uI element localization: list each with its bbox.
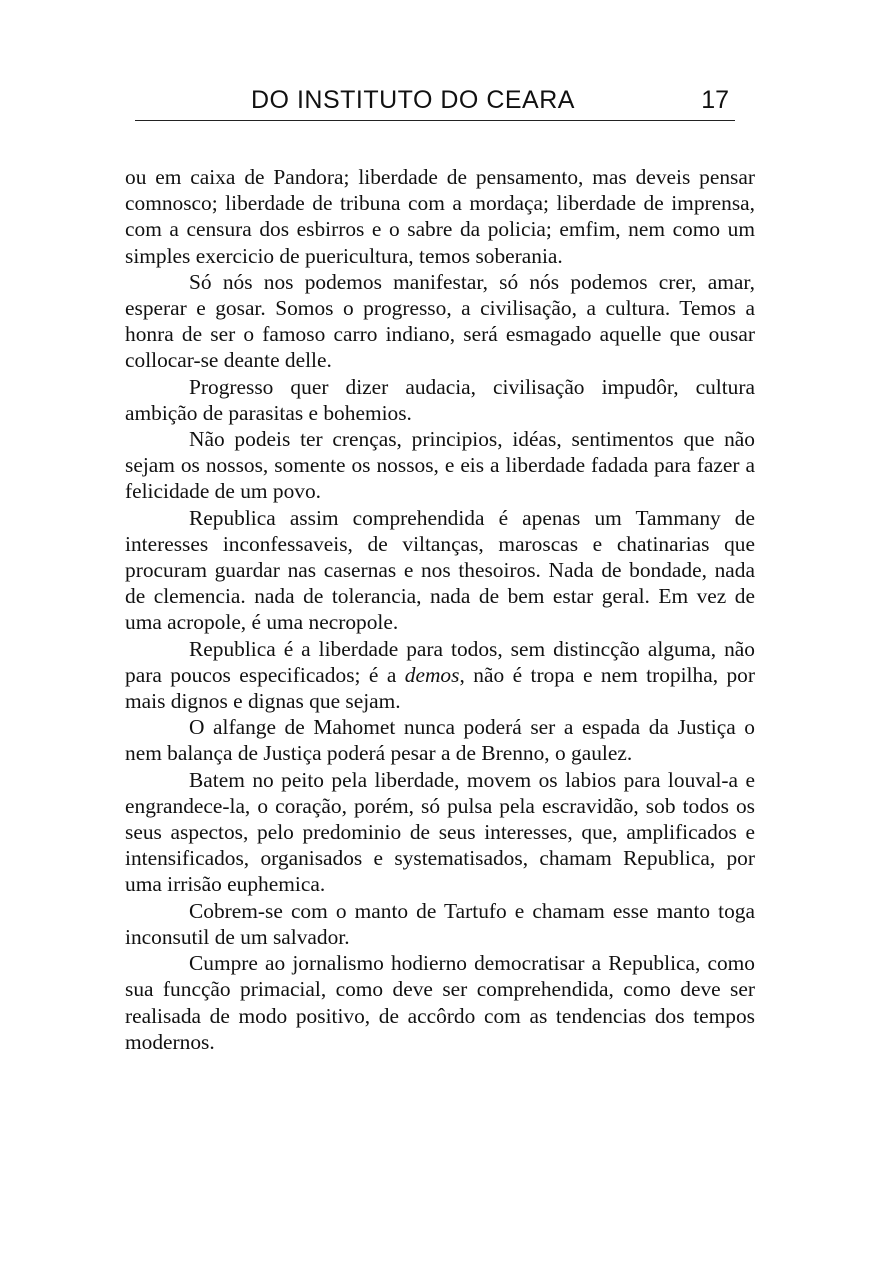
paragraph-10: Cumpre ao jornalismo hodierno democratisar a Republica, como sua funcção primacial, como deve ser comprehendida, como deve ser realisada de modo positivo, de accôrdo com as tendencias dos tempos modernos. bbox=[125, 951, 755, 1054]
paragraph-9: Cobrem-se com o manto de Tartufo e chamam esse manto toga inconsutil de um salvador. bbox=[125, 898, 755, 949]
body-text bbox=[125, 164, 755, 1055]
running-header bbox=[135, 86, 755, 126]
paragraph-2: Só nós nos podemos manifestar, só nós podemos crer, amar, esperar e gosar. Somos o progresso, a civilisação, a cultura. Temos a honra de ser o famoso carro indiano, será esmagado aquelle que ousar collocar-se deante delle. bbox=[125, 269, 755, 373]
paragraph-5: Republica assim comprehendida é apenas um Tammany de interesses inconfessaveis, de viltanças, maroscas e chatinarias que procuram guardar nas casernas e nos thesoiros. Nada de bondade, nada de clemencia. nada de tolerancia, nada de bem estar geral. Em vez de uma acropole, é uma necropole. bbox=[125, 505, 755, 635]
paragraph-1: ou em caixa de Pandora; liberdade de pensamento, mas deveis pensar comnosco; liberdade de tribuna com a mordaça; liberdade de imprensa, com a censura dos esbirros e o sabre da policia; emfim, nem como um simples exercicio de puericultura, temos soberania. bbox=[125, 165, 755, 268]
paragraph-6-after: , não é tropa e nem tropilha, por mais dignos e dignas que sejam. bbox=[125, 662, 755, 714]
paragraph-6-italic: demos bbox=[404, 662, 460, 687]
paragraph-7: O alfange de Mahomet nunca poderá ser a espada da Justiça o nem balança de Justiça poderá pesar a de Brenno, o gaulez. bbox=[125, 715, 755, 766]
paragraph-4: Não podeis ter crenças, principios, idéas, sentimentos que não sejam os nossos, somente os nossos, e eis a liberdade fadada para fazer a felicidade de um povo. bbox=[125, 427, 755, 504]
paragraph-3: Progresso quer dizer audacia, civilisação impudôr, cultura ambição de parasitas e bohemios. bbox=[125, 374, 755, 425]
page-number: 17 bbox=[701, 86, 729, 114]
paragraph-8: Batem no peito pela liberdade, movem os labios para louval-a e engrandece-la, o coração, porém, só pulsa pela escravidão, sob todos os seus aspectos, pelo predominio de seus interesses, que, amplificados e intensificados, organisados e systematisados, chamam Republica, por uma irrisão euphemica. bbox=[125, 767, 755, 897]
paragraph-6 bbox=[125, 636, 755, 715]
header-rule bbox=[135, 120, 735, 121]
header-title: DO INSTITUTO DO CEARA bbox=[251, 86, 575, 114]
paragraph-6-before: Republica é a liberdade para todos, sem distincção alguma, não para poucos especificados; é a bbox=[125, 636, 755, 687]
